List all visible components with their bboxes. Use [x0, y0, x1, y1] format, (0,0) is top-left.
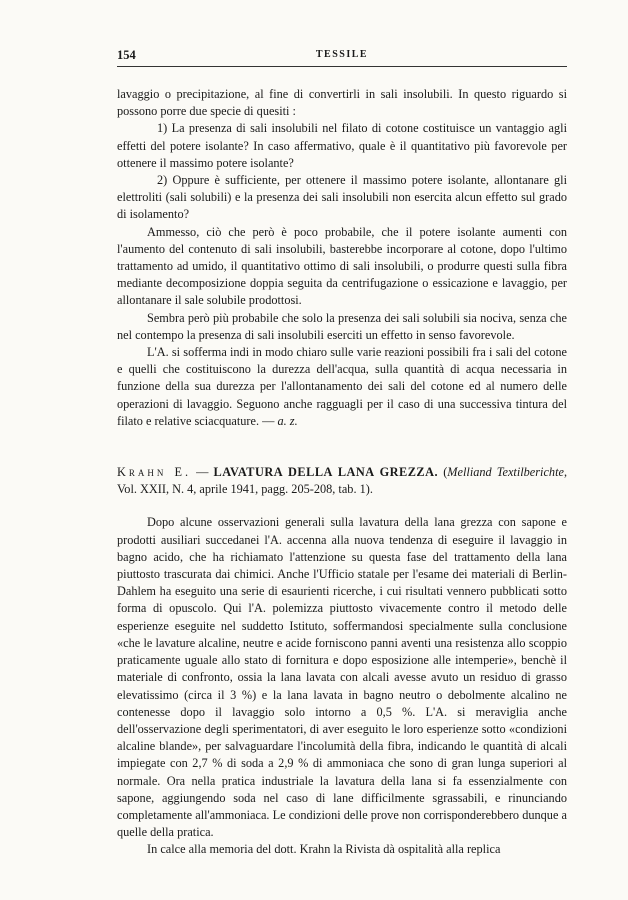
- page: [117, 48, 568, 857]
- paragraph-sembra: Sembra però più probabile che solo la presenza dei sali solubili sia nociva, senza che nel contempo la presenza di sali insolubili eserciti un effetto in senso favorevole.: [117, 310, 567, 342]
- section-gap-small: [117, 498, 567, 514]
- citation-details: , Vol. XXII, N. 4, aprile 1941, pagg. 205-208, tab. 1).: [117, 465, 568, 497]
- citation-dash: —: [196, 465, 209, 480]
- paragraph-replica: In calce alla memoria del dott. Krahn la Rivista dà ospitalità alla replica: [147, 842, 501, 857]
- paragraph-summary: [117, 344, 567, 430]
- question-2: 2) Oppure è sufficiente, per ottenere il massimo potere isolante, allontanare gli elettroliti (sali solubili) e la presenza dei sali insolubili non esercita alcun effetto sul grado di isolamento?: [117, 173, 567, 222]
- citation: [117, 464, 567, 498]
- summary-text: L'A. si sofferma indi in modo chiaro sulle varie reazioni possibili fra i sali del cotone e quelli che costituiscono la durezza dell'acqua, sulla quantità di acqua necessaria in funzione della sua durezza per l'allontanamento dei sali del cotone ed al numero delle operazioni di lavaggio. Seguono anche ragguagli per il caso di una successiva tintura del filato e relative sciacquature. —: [117, 345, 567, 428]
- page-number: 154: [117, 48, 136, 62]
- citation-author: Krahn E.: [117, 465, 192, 480]
- paragraph-lavatura: Dopo alcune osservazioni generali sulla lavatura della lana grezza con sapone e prodotti ausiliari succedanei l'A. accenna alla nuova tendenza di eseguire il lavaggio in bagno acido, che ha richiamato l'attenzione su questa fase del trattamento della lana piuttosto trascurata dai chimici. Anche l'Ufficio statale per l'esame dei materiali di Berlin-Dahlem ha eseguito una serie di esaurienti ricerche, i cui risultati vennero pubblicati sotto forma di opuscolo. Qui l'A. polemizza piuttosto vivacemente contro il metodo delle esperienze eseguite nel suddetto Istituto, soffermandosi specialmente sulla conclusione «che le lavature alcaline, neutre e acide forniscono panni aventi una resistenza allo scoppio praticamente uguale allo stato di fornitura e dopo esposizione alle intemperie», benchè il materiale di confronto, ossia la lana lavata con alcali avesse avuto un residuo di grasso elevatissimo (circa il 3 %) e la lana lavata in bagno neutro o debolmente alcalino ne contenesse dopo il lavaggio solo intorno a 0,5 %. L'A. si meraviglia anche dell'osservazione degli sperimentatori, di aver eseguito le loro esperienze sotto «condizioni alcaline blande», per salvaguardare l'incolumità della fibra, indicando le quantità di alcali impiegate con 2,7 % di soda a 2,9 % di ammoniaca che sono di gran lunga superiori al normale. Ora nella pratica industriale la lavatura della lana si fa essenzialmente con sapone, aggiungendo soda nel caso di lane difficilmente sgrassabili, e rinunciando completamente all'ammoniaca. Le condizioni delle prove non corrisponderebbero dunque a quelle della pratica.: [117, 515, 567, 840]
- header-rule: [117, 66, 567, 67]
- paragraph-intro: lavaggio o precipitazione, al fine di convertirli in sali insolubili. In questo riguardo si possono porre due specie di quesiti :: [117, 87, 567, 119]
- citation-title: LAVATURA DELLA LANA GREZZA.: [213, 465, 439, 480]
- citation-journal: Melliand Textilberichte: [447, 465, 564, 480]
- running-head: TESSILE: [315, 49, 369, 60]
- question-1: 1) La presenza di sali insolubili nel filato di cotone costituisce un vantaggio agli effetti del potere isolante? In caso affermativo, quale è il quantitativo più favorevole per ottenere il massimo potere isolante?: [117, 121, 567, 170]
- article-body: [117, 86, 567, 859]
- page-header: [117, 48, 567, 66]
- section-gap: [117, 430, 567, 464]
- paragraph-ammesso: Ammesso, ciò che però è poco probabile, che il potere isolante aumenti con l'aumento del contenuto di sali insolubili, basterebbe incorporare al cotone, dopo l'ultimo trattamento ad umido, il quantitativo ottimo di sali insolubili, o produrre questi sulla fibra mediante decomposizione doppia seguita da centrifugazione o essicazione e lavaggio, per allontanare il sale solubile prodottosi.: [117, 224, 567, 308]
- citation-open-paren: (: [443, 465, 448, 480]
- author-signature: a. z.: [277, 413, 298, 428]
